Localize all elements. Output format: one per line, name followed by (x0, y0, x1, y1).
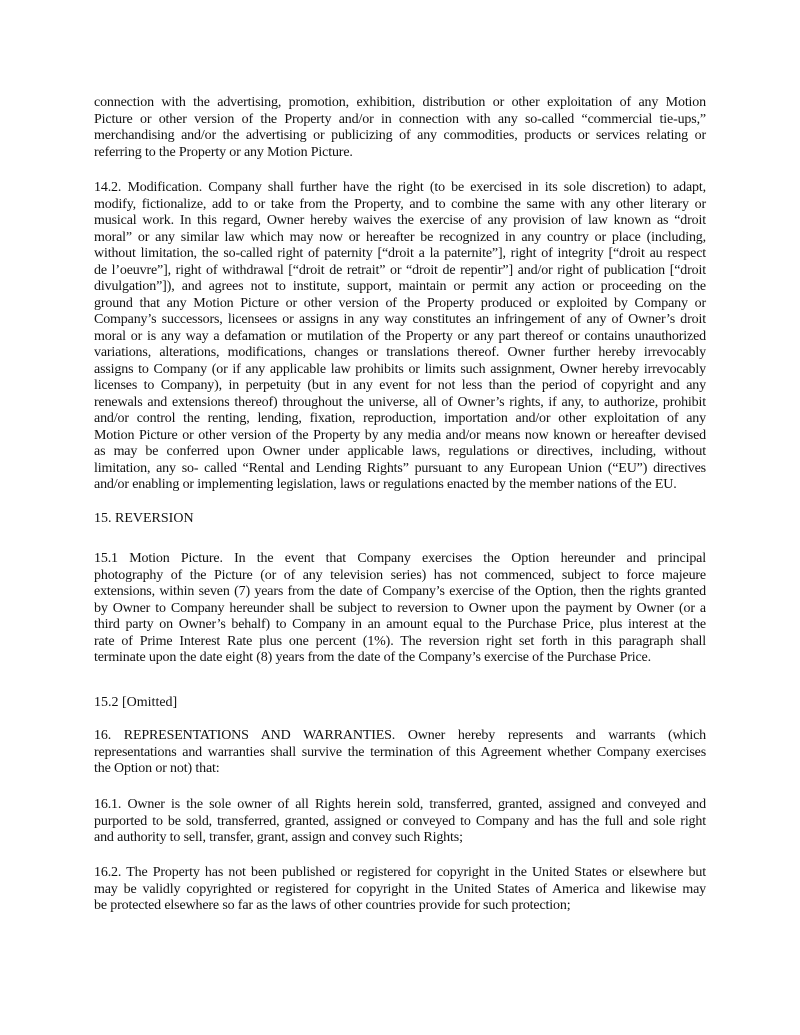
text-line: and/or enabling or implementing legislation, laws or regulations enacted by the member nations of the EU. (94, 477, 677, 492)
paragraph-15-2-omitted (94, 695, 706, 712)
text-line: 16.1. Owner is the sole owner of all Rights herein sold, transferred, granted, assigned and conveyed and (94, 797, 706, 812)
text-line: 15.2 [Omitted] (94, 695, 178, 710)
text-line: representations and warranties shall survive the termination of this Agreement whether Company exercises (94, 744, 706, 760)
paragraph-16-2 (94, 865, 706, 915)
text-line: rate of Prime Interest Rate plus one percent (1%). The reversion right set forth in this paragraph shall (94, 633, 706, 649)
text-line: renewals and extensions thereof) throughout the universe, all of Owner’s rights, if any, to authorize, prohibit (94, 394, 706, 410)
text-line: without limitation, the so-called right of paternity [“droit a la paternite”], right of integrity [“droit au respect (94, 246, 706, 261)
text-line: musical work. In this regard, Owner hereby waives the exercise of any provision of law known as “droit (94, 213, 706, 228)
text-line: referring to the Property or any Motion Picture. (94, 144, 353, 160)
paragraph-14-2-modification (94, 180, 706, 494)
text-line: de l’oeuvre”], right of withdrawal [“droit de retrait” or “droit de repentir”] and/or right of publication [“droit (94, 262, 706, 278)
text-line: may be validly copyrighted or registered for copyright in the United States of America and likewise may (94, 881, 706, 897)
text-line: licenses to Company), in perpetuity (but in any event for not less than the period of copyright and any (94, 378, 706, 393)
text-line: by Owner to Company hereunder shall be subject to reversion to Owner upon the payment by Owner (or a (94, 600, 706, 616)
text-line: Company’s successors, licensees or assigns in any way constitutes an infringement of any of Owner’s droit (94, 312, 706, 327)
text-line: Motion Picture or other version of the Property by any media and/or means now known or hereafter devised (94, 427, 706, 443)
text-line: 14.2. Modification. Company shall further have the right (to be exercised in its sole discretion) to adapt, (94, 180, 706, 195)
text-line: variations, alterations, modifications, changes or translations thereof. Owner further hereby irrevocably (94, 345, 706, 360)
text-line: divulgation”]), and agrees not to institute, support, maintain or permit any action or proceeding on the (94, 279, 706, 294)
text-line: extensions, within seven (7) years from the date of Company’s exercise of the Option, then the rights granted (94, 584, 706, 599)
text-line: Picture or other version of the Property and/or in connection with any so-called “commercial tie-ups,” (94, 111, 706, 127)
text-line: moral” or any similar law which may now or hereafter be recognized in any country or place (including, (94, 229, 706, 245)
text-line: 16. REPRESENTATIONS AND WARRANTIES. Owner hereby represents and warrants (which (94, 728, 706, 743)
text-line: 16.2. The Property has not been published or registered for copyright in the United States or elsewhere but (94, 865, 706, 880)
text-line: as may be conferred upon Owner under applicable laws, regulations or directives, including, without (94, 444, 706, 459)
text-line: connection with the advertising, promotion, exhibition, distribution or other exploitation of any Motion (94, 95, 706, 110)
text-line: terminate upon the date eight (8) years from the date of the Company’s exercise of the Purchase Price. (94, 650, 651, 665)
text-line: 15. REVERSION (94, 511, 194, 526)
text-line: and/or control the renting, lending, fixation, reproduction, importation and/or other exploitation of any (94, 411, 706, 426)
paragraph-16-representations (94, 728, 706, 778)
text-line: purported to be sold, transferred, granted, assigned or conveyed to Company and has the full and sole right (94, 813, 706, 829)
text-line: limitation, any so- called “Rental and Lending Rights” pursuant to any European Union (“EU”) directives (94, 460, 706, 476)
text-line: third party on Owner’s behalf) to Company in an amount equal to the Purchase Price, plus interest at the (94, 617, 706, 632)
text-line: modify, fictionalize, add to or take from the Property, and to combine the same with any other literary or (94, 196, 706, 212)
paragraph-continuation (94, 95, 706, 161)
text-line: merchandising and/or the advertising or publicizing of any commodities, products or services relating or (94, 128, 706, 143)
text-line: moral or is any way a defamation or mutilation of the Property or any part thereof or contains unauthorized (94, 328, 706, 344)
text-line: 15.1 Motion Picture. In the event that Company exercises the Option hereunder and principal (94, 551, 706, 566)
text-line: be protected elsewhere so far as the laws of other countries provide for such protection; (94, 898, 571, 913)
text-line: photography of the Picture (or of any television series) has not commenced, subject to force majeure (94, 567, 706, 583)
text-line: assigns to Company (or if any applicable law prohibits or limits such assignment, Owner hereby irrevocably (94, 361, 706, 377)
text-line: and authority to sell, transfer, grant, assign and convey such Rights; (94, 830, 463, 845)
heading-15-reversion (94, 511, 706, 528)
text-line: ground that any Motion Picture or other version of the Property produced or exploited by Company or (94, 295, 706, 311)
paragraph-15-1-motion-picture (94, 551, 706, 667)
text-line: the Option or not) that: (94, 761, 220, 776)
paragraph-16-1 (94, 797, 706, 847)
